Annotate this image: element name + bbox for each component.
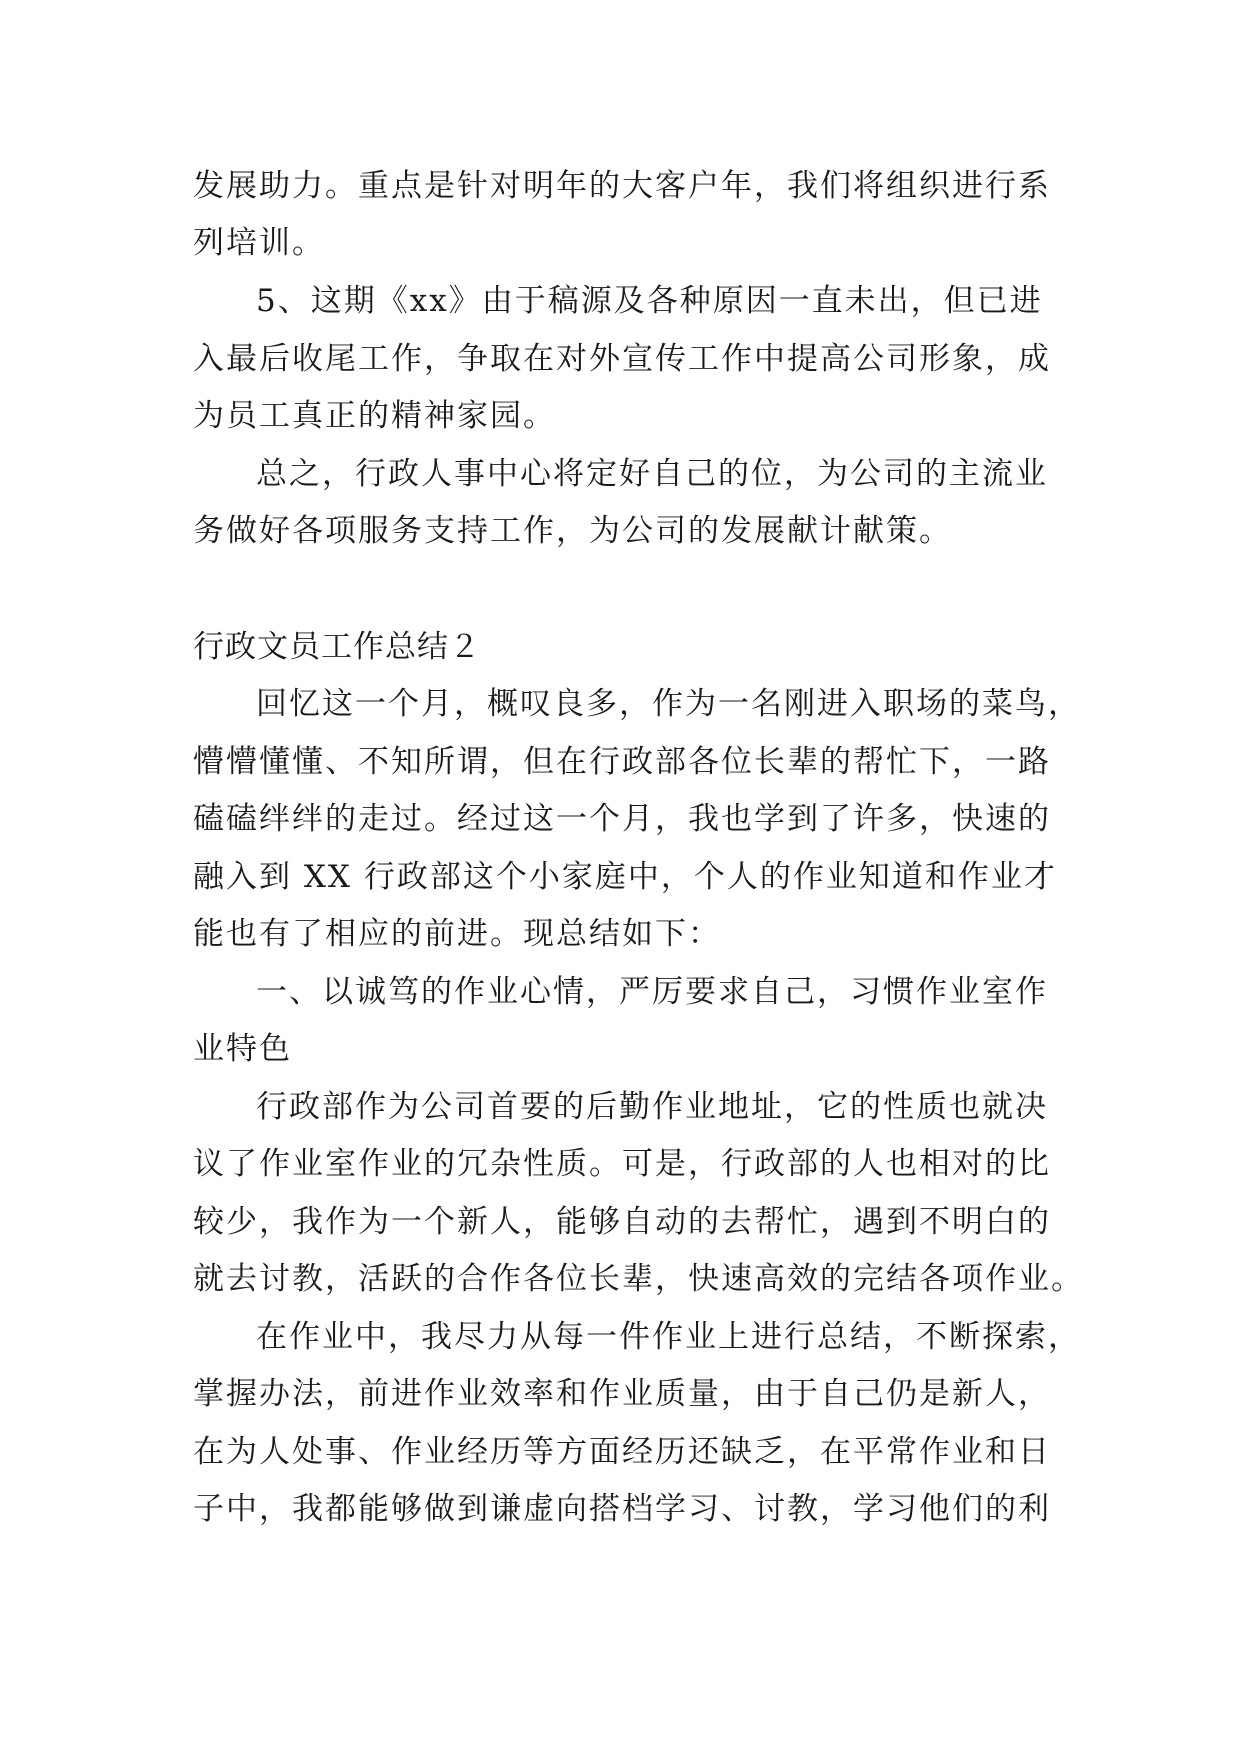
text-line: 掌握办法，前进作业效率和作业质量，由于自己仍是新人， [193,1376,1051,1412]
text-line: 务做好各项服务支持工作，为公司的发展献计献策。 [193,513,952,549]
text-line: 子中，我都能够做到谦虚向搭档学习、讨教，学习他们的利 [193,1491,1051,1527]
paragraph-start: 总之，行政人事中心将定好自己的位，为公司的主流业 [256,456,1048,492]
text-line: 融入到 XX 行政部这个小家庭中，个人的作业知道和作业才 [193,859,1057,895]
text-line: 发展助力。重点是针对明年的大客户年，我们将组织进行系 [193,168,1051,204]
paragraph-start: 5、这期《xx》由于稿源及各种原因一直未出，但已进 [256,283,1043,319]
text-line: 列培训。 [193,225,325,261]
text-line: 就去讨教，活跃的合作各位长辈，快速高效的完结各项作业。 [193,1261,1084,1297]
text-line: 懵懵懂懂、不知所谓，但在行政部各位长辈的帮忙下，一路 [193,744,1051,780]
text-line: 议了作业室作业的冗杂性质。可是，行政部的人也相对的比 [193,1146,1051,1182]
paragraph-start: 在作业中，我尽力从每一件作业上进行总结，不断探索， [256,1319,1081,1355]
text-line: 在为人处事、作业经历等方面经历还缺乏，在平常作业和日 [193,1434,1051,1470]
text-line: 能也有了相应的前进。现总结如下： [193,916,721,952]
text-line: 入最后收尾工作，争取在对外宣传工作中提高公司形象，成 [193,341,1051,377]
text-line: 磕磕绊绊的走过。经过这一个月，我也学到了许多，快速的 [193,801,1051,837]
section-heading: 行政文员工作总结２ [193,629,481,665]
paragraph-start: 行政部作为公司首要的后勤作业地址，它的性质也就决 [256,1089,1048,1125]
paragraph-start: 回忆这一个月，概叹良多，作为一名刚进入职场的菜鸟， [256,686,1081,722]
text-line: 业特色 [193,1031,292,1067]
text-line: 为员工真正的精神家园。 [193,398,556,434]
subsection-heading: 一、以诚笃的作业心情，严厉要求自己，习惯作业室作 [256,974,1048,1010]
text-line: 较少，我作为一个新人，能够自动的去帮忙，遇到不明白的 [193,1204,1051,1240]
